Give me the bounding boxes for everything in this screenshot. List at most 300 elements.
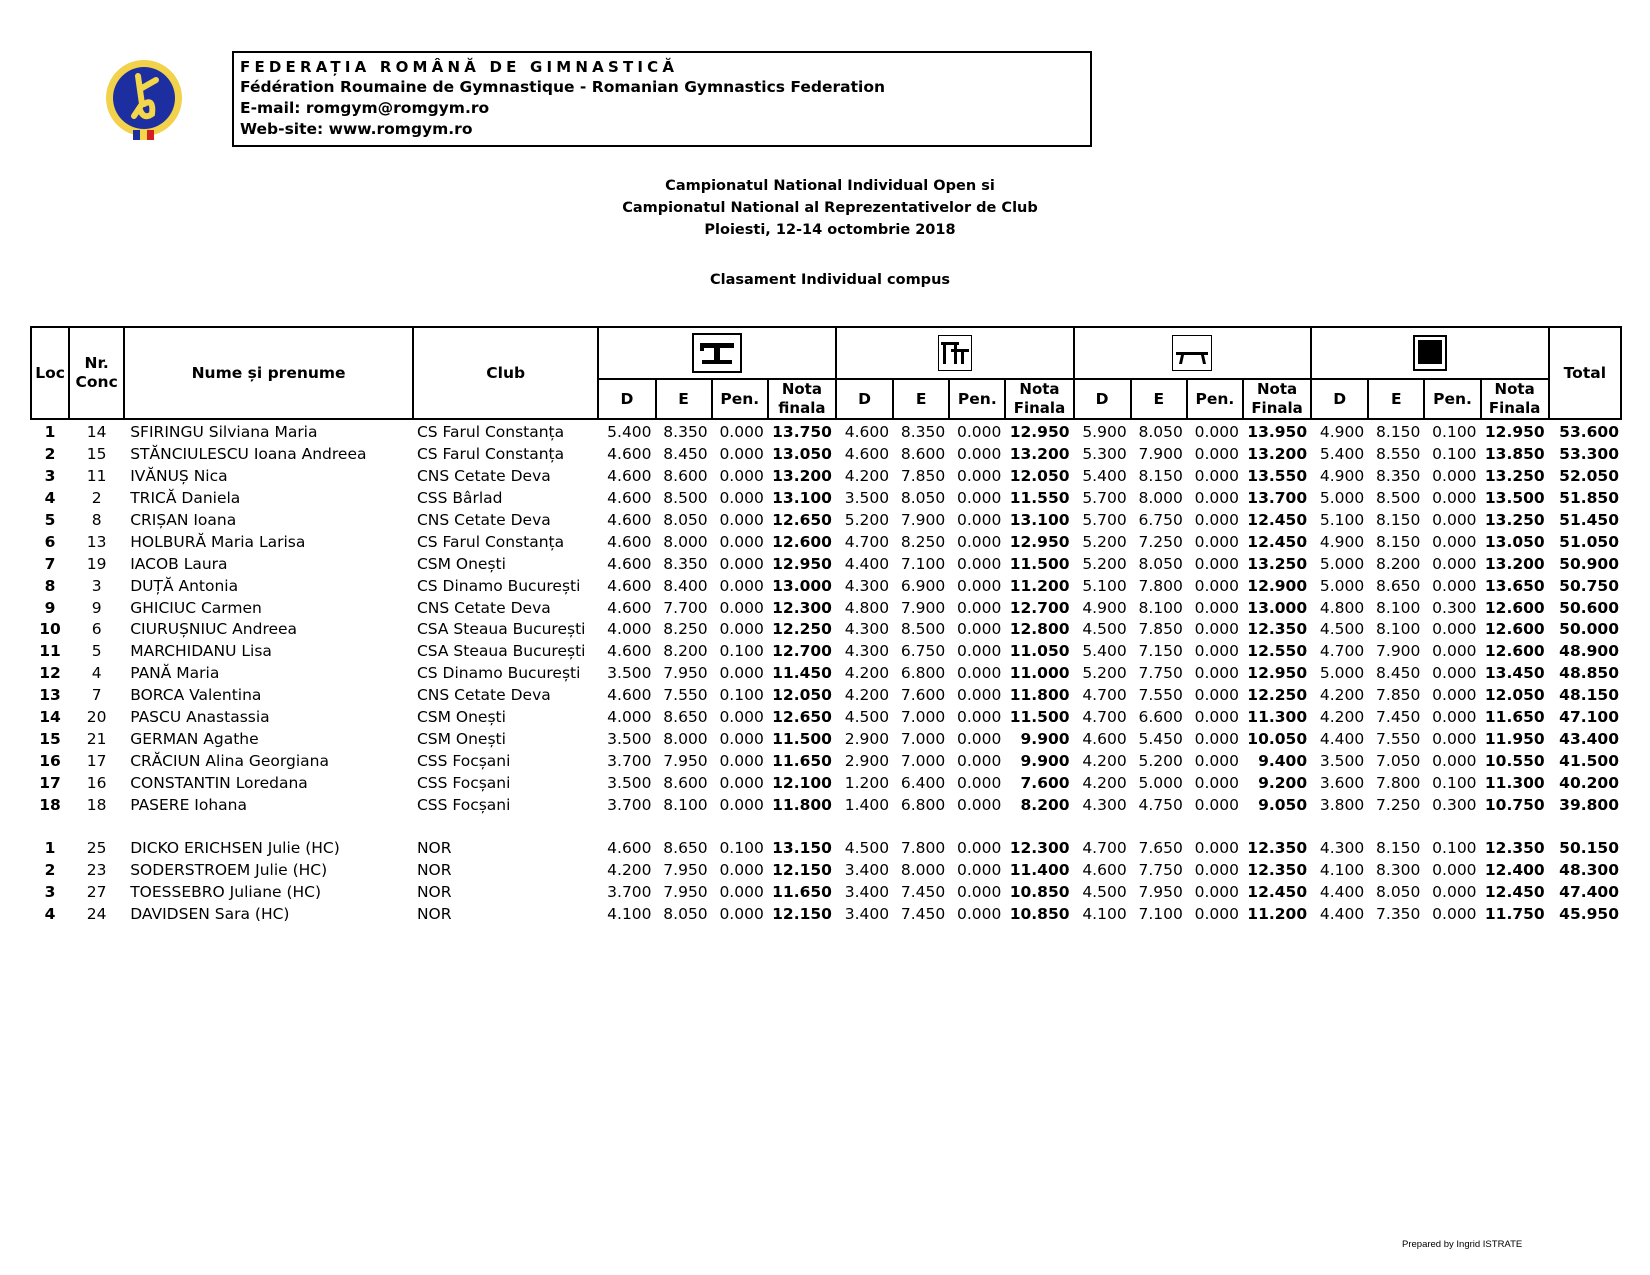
penalty: 0.000 (1432, 708, 1477, 727)
e-score: 8.450 (1376, 664, 1421, 683)
table-row (31, 553, 1621, 575)
total-score: 52.050 (1559, 467, 1619, 486)
federation-name: FEDERAȚIA ROMÂNĂ DE GIMNASTICĂ (240, 58, 679, 76)
club-name: CSM Onești (416, 708, 506, 727)
d-score: 3.700 (607, 795, 652, 814)
penalty: 0.000 (1194, 708, 1239, 727)
e-score: 8.200 (1376, 554, 1421, 573)
final-score: 11.750 (1484, 905, 1545, 924)
final-score: 13.250 (1484, 511, 1545, 529)
competitor-number: 5 (91, 642, 102, 661)
penalty: 0.000 (957, 839, 1002, 858)
competitor-number: 11 (86, 467, 107, 486)
penalty: 0.000 (719, 620, 764, 639)
d-score: 4.900 (1319, 467, 1365, 486)
federation-name-translation: Fédération Roumaine de Gymnastique - Romanian Gymnastics Federation (240, 78, 886, 96)
e-score: 8.250 (663, 620, 708, 639)
final-score: 12.050 (1009, 467, 1070, 486)
final-score: 11.800 (772, 795, 832, 814)
athlete-name: GHICIUC Carmen (130, 598, 262, 617)
club-name: CNS Cetate Deva (416, 686, 551, 705)
table-row (31, 422, 1621, 444)
e-score: 7.650 (1138, 839, 1183, 858)
final-score: 13.450 (1484, 664, 1545, 683)
final-score: 11.200 (1247, 905, 1308, 924)
final-score: 12.950 (1009, 532, 1070, 551)
final-score: 11.200 (1009, 576, 1070, 595)
table-row (31, 510, 1621, 532)
federation-email: E-mail: romgym@romgym.ro (240, 99, 490, 117)
d-score: 5.300 (1082, 445, 1127, 464)
rank: 3 (44, 883, 56, 902)
penalty: 0.000 (1194, 861, 1239, 880)
competitor-number: 18 (86, 795, 107, 814)
final-score: 12.700 (772, 642, 832, 661)
penalty: 0.000 (719, 532, 764, 551)
final-score: 11.450 (772, 664, 832, 683)
athlete-name: IACOB Laura (130, 554, 228, 573)
e-score: 8.000 (663, 532, 708, 551)
e-score: 6.800 (900, 664, 946, 683)
e-score: 8.100 (663, 795, 708, 814)
d-score: 4.600 (607, 642, 652, 661)
header-e-balance-beam: E (1131, 379, 1187, 419)
penalty: 0.000 (957, 861, 1002, 880)
athlete-name: SFIRINGU Silviana Maria (130, 423, 318, 442)
e-score: 7.550 (1138, 686, 1183, 705)
final-score: 8.200 (1020, 795, 1070, 814)
rank: 15 (39, 729, 61, 748)
penalty: 0.000 (719, 445, 764, 464)
d-score: 4.400 (1319, 729, 1365, 748)
d-score: 4.600 (844, 445, 890, 464)
athlete-name: CONSTANTIN Loredana (130, 773, 308, 792)
e-score: 8.050 (1138, 423, 1183, 442)
d-score: 4.500 (1319, 620, 1365, 639)
competitor-number: 16 (86, 773, 107, 792)
final-score: 10.850 (1009, 883, 1070, 902)
athlete-name: BORCA Valentina (130, 686, 262, 705)
rank: 7 (44, 554, 56, 573)
rank: 14 (39, 708, 61, 727)
d-score: 4.700 (1082, 839, 1127, 858)
penalty: 0.000 (1194, 598, 1239, 617)
e-score: 7.000 (900, 708, 946, 727)
d-score: 1.400 (844, 795, 890, 814)
prepared-by: Prepared by Ingrid ISTRATE (1402, 1239, 1523, 1250)
penalty: 0.000 (957, 445, 1002, 464)
e-score: 6.900 (900, 576, 946, 595)
penalty: 0.000 (1432, 489, 1477, 508)
header-d-uneven-bars: D (836, 379, 893, 419)
total-score: 51.450 (1559, 511, 1619, 529)
table-row (31, 575, 1621, 597)
final-score: 11.500 (1009, 708, 1070, 727)
final-score: 12.450 (1484, 883, 1545, 902)
e-score: 6.750 (900, 642, 946, 661)
final-score: 13.050 (1484, 532, 1545, 551)
final-score: 12.350 (1247, 861, 1308, 880)
penalty: 0.300 (1432, 795, 1477, 814)
e-score: 7.250 (1376, 795, 1421, 814)
apparatus-uneven-bars-header (836, 327, 1074, 379)
athlete-name: STĂNCIULESCU Ioana Andreea (130, 445, 367, 464)
competitor-number: 2 (91, 489, 102, 508)
penalty: 0.000 (957, 883, 1002, 902)
final-score: 9.050 (1258, 795, 1308, 814)
e-score: 7.800 (1376, 773, 1421, 792)
penalty: 0.000 (957, 729, 1002, 748)
rank: 10 (39, 620, 61, 639)
d-score: 4.600 (1082, 729, 1127, 748)
competitor-number: 23 (86, 861, 107, 880)
e-score: 7.850 (1138, 620, 1183, 639)
header-d-vault: D (598, 379, 655, 419)
club-name: CS Farul Constanța (416, 532, 565, 551)
e-score: 7.800 (900, 839, 946, 858)
ranking-title: Clasament Individual compus (709, 272, 951, 288)
e-score: 6.600 (1138, 708, 1183, 727)
table-row (31, 794, 1621, 816)
final-score: 9.900 (1020, 751, 1070, 770)
d-score: 4.600 (607, 554, 652, 573)
d-score: 4.200 (1319, 686, 1365, 705)
final-score: 12.600 (1484, 642, 1545, 661)
e-score: 8.650 (663, 839, 708, 858)
final-score: 11.000 (1009, 664, 1070, 683)
d-score: 4.100 (1319, 861, 1365, 880)
final-score: 12.600 (1484, 598, 1545, 617)
final-score: 13.700 (1247, 489, 1308, 508)
penalty: 0.000 (719, 751, 764, 770)
club-name: CSS Focșani (416, 795, 511, 814)
d-score: 2.900 (844, 729, 890, 748)
e-score: 8.500 (900, 620, 946, 639)
d-score: 3.500 (607, 664, 652, 683)
penalty: 0.100 (719, 642, 764, 661)
penalty: 0.000 (957, 905, 1002, 924)
e-score: 7.100 (900, 554, 946, 573)
d-score: 4.600 (607, 467, 652, 486)
final-score: 13.950 (1247, 423, 1308, 442)
competitor-number: 8 (91, 511, 102, 529)
penalty: 0.000 (957, 664, 1002, 683)
final-score: 11.300 (1247, 708, 1308, 727)
final-score: 11.650 (772, 883, 832, 902)
penalty: 0.100 (1432, 839, 1477, 858)
club-name: NOR (416, 883, 452, 902)
competitor-number: 7 (91, 686, 102, 705)
balance-beam-icon (1172, 335, 1212, 371)
final-score: 13.650 (1484, 576, 1545, 595)
e-score: 7.450 (900, 905, 946, 924)
d-score: 5.000 (1319, 576, 1365, 595)
club-name: CS Dinamo București (416, 664, 581, 683)
d-score: 3.800 (1319, 795, 1365, 814)
final-score: 13.850 (1484, 445, 1545, 464)
final-score: 12.600 (1484, 620, 1545, 639)
final-score: 10.850 (1009, 905, 1070, 924)
athlete-name: SODERSTROEM Julie (HC) (130, 861, 328, 880)
rank: 3 (44, 467, 56, 486)
club-name: NOR (416, 905, 452, 924)
club-name: CS Dinamo București (416, 576, 581, 595)
final-score: 13.500 (1484, 489, 1545, 508)
d-score: 4.900 (1319, 532, 1365, 551)
header-e-uneven-bars: E (893, 379, 949, 419)
e-score: 7.000 (900, 751, 946, 770)
vault-icon (692, 333, 742, 373)
final-score: 12.700 (1009, 598, 1070, 617)
total-score: 50.900 (1559, 554, 1619, 573)
penalty: 0.000 (1194, 532, 1239, 551)
header-loc: Loc (31, 327, 69, 419)
d-score: 4.800 (844, 598, 890, 617)
d-score: 5.700 (1082, 511, 1127, 529)
e-score: 5.450 (1138, 729, 1183, 748)
d-score: 3.500 (607, 729, 652, 748)
d-score: 2.900 (844, 751, 890, 770)
competitor-number: 6 (91, 620, 102, 639)
e-score: 8.500 (1376, 489, 1421, 508)
e-score: 8.150 (1376, 511, 1421, 529)
athlete-name: PANĂ Maria (130, 664, 220, 683)
e-score: 7.450 (1376, 708, 1421, 727)
e-score: 8.100 (1376, 598, 1421, 617)
final-score: 12.350 (1247, 620, 1308, 639)
rank: 16 (39, 751, 61, 770)
final-score: 11.650 (772, 751, 832, 770)
competitor-number: 20 (86, 708, 107, 727)
header-name: Nume și prenume (124, 327, 413, 419)
d-score: 4.200 (844, 686, 890, 705)
e-score: 7.900 (900, 511, 946, 529)
penalty: 0.000 (957, 489, 1002, 508)
club-name: CSS Bârlad (416, 489, 503, 508)
results-table (30, 326, 1622, 925)
header-final-floor: Nota Finala (1481, 379, 1549, 419)
d-score: 3.700 (607, 751, 652, 770)
d-score: 5.700 (1082, 489, 1127, 508)
final-score: 9.900 (1020, 729, 1070, 748)
total-score: 47.400 (1559, 883, 1619, 902)
total-score: 50.600 (1559, 598, 1619, 617)
final-score: 12.950 (1484, 423, 1545, 442)
e-score: 8.600 (663, 773, 708, 792)
final-score: 12.800 (1009, 620, 1070, 639)
e-score: 8.200 (663, 642, 708, 661)
competition-location-date: Ploiesti, 12-14 octombrie 2018 (704, 222, 956, 238)
guest-table-row (31, 882, 1621, 904)
header-pen-floor: Pen. (1424, 379, 1480, 419)
header-final-uneven-bars: Nota Finala (1005, 379, 1073, 419)
e-score: 7.600 (900, 686, 946, 705)
penalty: 0.000 (1194, 445, 1239, 464)
athlete-name: HOLBURĂ Maria Larisa (130, 532, 306, 551)
d-score: 3.500 (1319, 751, 1365, 770)
d-score: 4.600 (607, 598, 652, 617)
e-score: 7.950 (663, 861, 708, 880)
d-score: 5.200 (1082, 664, 1127, 683)
d-score: 4.300 (844, 576, 890, 595)
d-score: 4.300 (1319, 839, 1365, 858)
penalty: 0.000 (1194, 751, 1239, 770)
e-score: 8.650 (663, 708, 708, 727)
rank: 4 (44, 489, 56, 508)
e-score: 7.750 (1138, 664, 1183, 683)
penalty: 0.000 (1432, 883, 1477, 902)
competitor-number: 27 (86, 883, 107, 902)
final-score: 12.400 (1484, 861, 1545, 880)
athlete-name: DICKO ERICHSEN Julie (HC) (130, 839, 340, 858)
e-score: 8.450 (663, 445, 708, 464)
final-score: 11.550 (1009, 489, 1070, 508)
penalty: 0.000 (1432, 751, 1477, 770)
d-score: 4.200 (1082, 751, 1127, 770)
table-row (31, 531, 1621, 553)
guest-table-row (31, 904, 1621, 926)
d-score: 4.700 (1082, 708, 1127, 727)
penalty: 0.000 (719, 773, 764, 792)
d-score: 4.500 (844, 708, 890, 727)
competitor-number: 15 (86, 445, 107, 464)
d-score: 4.600 (607, 532, 652, 551)
e-score: 8.050 (900, 489, 946, 508)
d-score: 5.100 (1082, 576, 1127, 595)
final-score: 12.350 (1484, 839, 1545, 858)
floor-icon (1413, 335, 1447, 371)
final-score: 12.950 (772, 554, 832, 573)
penalty: 0.000 (719, 729, 764, 748)
federation-header-box (232, 51, 1092, 147)
final-score: 12.600 (772, 532, 832, 551)
penalty: 0.000 (1432, 554, 1477, 573)
rank: 5 (44, 511, 56, 529)
penalty: 0.000 (719, 883, 764, 902)
e-score: 7.950 (663, 883, 708, 902)
total-score: 51.850 (1559, 489, 1619, 508)
penalty: 0.000 (1432, 729, 1477, 748)
final-score: 11.800 (1009, 686, 1070, 705)
athlete-name: CRIȘAN Ioana (130, 511, 237, 529)
final-score: 12.250 (1247, 686, 1308, 705)
e-score: 7.550 (1376, 729, 1421, 748)
final-score: 13.550 (1247, 467, 1308, 486)
penalty: 0.000 (1194, 883, 1239, 902)
header-e-floor: E (1368, 379, 1424, 419)
header-club: Club (413, 327, 598, 419)
penalty: 0.000 (957, 576, 1002, 595)
d-score: 5.200 (1082, 554, 1127, 573)
penalty: 0.000 (1194, 576, 1239, 595)
d-score: 4.400 (844, 554, 890, 573)
final-score: 7.600 (1020, 773, 1070, 792)
e-score: 7.850 (1376, 686, 1421, 705)
d-score: 5.400 (1082, 642, 1127, 661)
e-score: 7.900 (900, 598, 946, 617)
final-score: 12.450 (1247, 532, 1308, 551)
apparatus-floor-header (1311, 327, 1549, 379)
total-score: 39.800 (1559, 795, 1619, 814)
guest-table-row (31, 860, 1621, 882)
penalty: 0.000 (1432, 532, 1477, 551)
penalty: 0.000 (1432, 467, 1477, 486)
e-score: 8.550 (1376, 445, 1421, 464)
penalty: 0.100 (719, 839, 764, 858)
penalty: 0.000 (719, 664, 764, 683)
athlete-name: CRĂCIUN Alina Georgiana (130, 751, 329, 770)
club-name: CSA Steaua București (416, 642, 586, 661)
penalty: 0.000 (1432, 905, 1477, 924)
d-score: 4.600 (844, 423, 890, 442)
final-score: 12.050 (1484, 686, 1545, 705)
e-score: 7.900 (1138, 445, 1183, 464)
table-row (31, 685, 1621, 707)
penalty: 0.100 (1432, 773, 1477, 792)
rank: 9 (44, 598, 56, 617)
e-score: 8.050 (663, 511, 708, 529)
final-score: 12.150 (772, 861, 832, 880)
table-row (31, 641, 1621, 663)
penalty: 0.000 (1432, 620, 1477, 639)
d-score: 4.200 (1082, 773, 1127, 792)
competitor-number: 19 (86, 554, 107, 573)
athlete-name: DUȚĂ Antonia (130, 576, 239, 595)
table-row (31, 466, 1621, 488)
competitor-number: 21 (86, 729, 107, 748)
d-score: 5.200 (844, 511, 890, 529)
athlete-name: PASCU Anastassia (130, 708, 270, 727)
header-nr-conc: Nr. Conc (69, 327, 124, 419)
table-row (31, 707, 1621, 729)
e-score: 7.550 (663, 686, 708, 705)
club-name: CS Farul Constanța (416, 445, 565, 464)
penalty: 0.000 (957, 532, 1002, 551)
final-score: 12.650 (772, 708, 832, 727)
final-score: 12.350 (1247, 839, 1308, 858)
d-score: 4.300 (844, 620, 890, 639)
competition-title-1: Campionatul National Individual Open si (665, 178, 995, 194)
penalty: 0.000 (719, 795, 764, 814)
competitor-number: 9 (91, 598, 102, 617)
final-score: 12.900 (1247, 576, 1308, 595)
e-score: 7.350 (1376, 905, 1421, 924)
table-row (31, 728, 1621, 750)
rank: 18 (39, 795, 61, 814)
final-score: 12.950 (1009, 423, 1070, 442)
e-score: 8.250 (900, 532, 946, 551)
d-score: 4.000 (607, 708, 652, 727)
penalty: 0.000 (1194, 511, 1239, 529)
total-score: 41.500 (1559, 751, 1619, 770)
final-score: 12.100 (772, 773, 832, 792)
table-row (31, 772, 1621, 794)
penalty: 0.000 (719, 598, 764, 617)
penalty: 0.000 (957, 620, 1002, 639)
competitor-number: 14 (86, 423, 107, 442)
d-score: 5.200 (1082, 532, 1127, 551)
final-score: 11.500 (772, 729, 832, 748)
total-score: 40.200 (1559, 773, 1619, 792)
d-score: 4.700 (1082, 686, 1127, 705)
final-score: 12.950 (1247, 664, 1308, 683)
athlete-name: IVĂNUȘ Nica (130, 467, 228, 486)
d-score: 4.500 (1082, 620, 1127, 639)
penalty: 0.000 (719, 554, 764, 573)
penalty: 0.000 (719, 576, 764, 595)
d-score: 4.400 (1319, 905, 1365, 924)
d-score: 4.200 (844, 664, 890, 683)
